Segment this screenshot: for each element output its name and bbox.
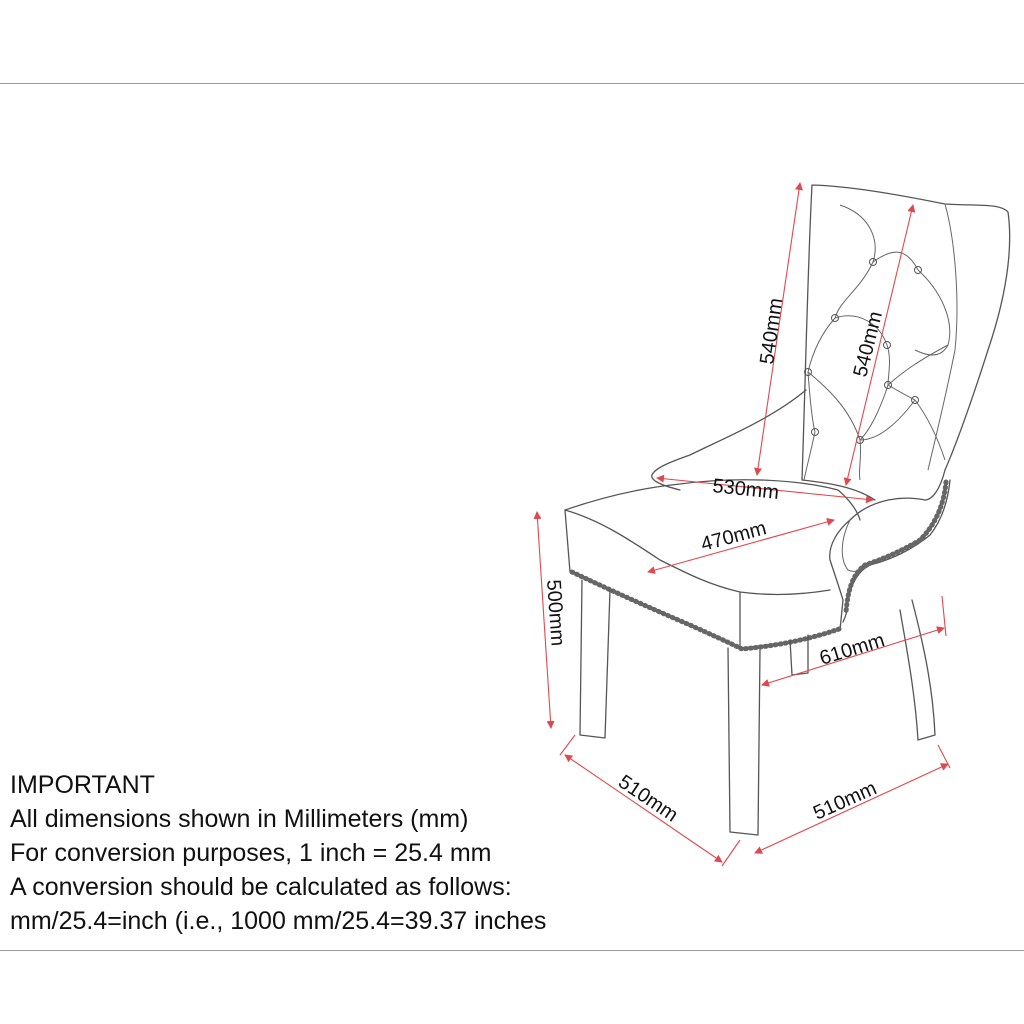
- dim-base-width: 510mm: [810, 777, 880, 825]
- dim-back-height-inner: 540mm: [849, 309, 887, 380]
- nailhead-trim: [572, 572, 842, 649]
- dim-back-height-outer: 540mm: [756, 296, 788, 366]
- dim-seat-width-inner: 470mm: [698, 517, 769, 556]
- chair-backrest: [802, 185, 1010, 500]
- notes-heading: IMPORTANT: [10, 771, 155, 799]
- chair-back-right-leg: [900, 600, 935, 740]
- dim-base-depth: 510mm: [614, 770, 682, 827]
- notes-line-3: A conversion should be calculated as follows:: [10, 873, 512, 901]
- chair-backrest-inner: [928, 204, 957, 470]
- chair-outline: [565, 185, 1010, 835]
- dim-seat-width-outer: 530mm: [711, 475, 781, 504]
- notes-line-2: For conversion purposes, 1 inch = 25.4 mm: [10, 839, 492, 867]
- notes-line-1: All dimensions shown in Millimeters (mm): [10, 805, 469, 833]
- chair-left-arm: [652, 390, 806, 490]
- dim-arm-depth: 610mm: [817, 629, 888, 670]
- nailhead-trim-arm: [846, 482, 946, 612]
- chair-front-left-leg: [580, 580, 610, 738]
- notes-line-4: mm/25.4=inch (i.e., 1000 mm/25.4=39.37 inches: [10, 907, 547, 935]
- chair-front-right-leg: [728, 648, 760, 835]
- dim-seat-height: 500mm: [542, 578, 569, 647]
- important-notes: [10, 768, 630, 938]
